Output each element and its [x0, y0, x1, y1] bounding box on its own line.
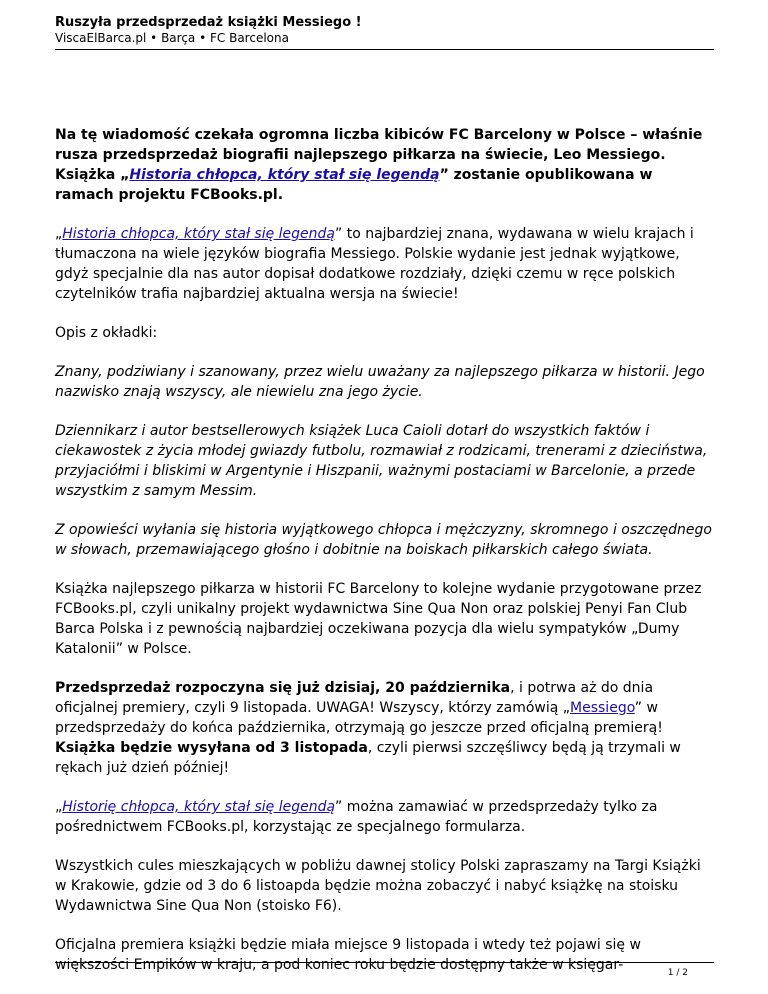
- document-header: [55, 14, 714, 50]
- messi-link[interactable]: Messiego: [570, 700, 635, 716]
- page-footer: [55, 962, 714, 978]
- article-body: [55, 125, 714, 994]
- paragraph-cover-quote-2: Dziennikarz i autor bestsellerowych książek Luca Caioli dotarł do wszystkich faktów i ciekawostek z życia młodej gwiazdy futbolu, rozmawiał z rodzicami, trenerami z dzieciństwa, przyjaciółmi i bliskimi w Argentynie i Hiszpanii, ważnymi postaciami w Barcelonie, a przede wszystkim z samym Messim.: [55, 423, 708, 499]
- book-title-link[interactable]: Historia chłopca, który stał się legendą: [62, 226, 335, 242]
- book-title-link[interactable]: Historia chłopca, który stał się legendą: [129, 167, 440, 183]
- site-breadcrumb: ViscaElBarca.pl • Barça • FC Barcelona: [55, 31, 289, 45]
- article-lead: [55, 125, 714, 205]
- paragraph-text: ” to najbardziej znana, wydawana w wielu krajach i tłumaczona na wiele języków biografia Messiego. Polskie wydanie jest jednak wyjątkowe, gdyż specjalnie dla nas autor dopisał dodatkowe rozdziały, dzięki czemu w ręce polskich czytelników trafia najbardziej aktualna wersja na świecie!: [55, 226, 694, 302]
- paragraph-presale: [55, 678, 714, 778]
- lead-text-start: Na tę wiadomość czekała ogromna liczba kibiców FC Barcelony w Polsce – właśnie rusza przedsprzedaż biografii najlepszego piłkarza na świecie, Leo Messiego. Książka „: [55, 127, 703, 183]
- paragraph-text: ” można zamawiać w przedsprzedaży tylko za pośrednictwem FCBooks.pl, korzystając ze specjalnego formularza.: [55, 799, 658, 835]
- shipping-date-bold: Książka będzie wysyłana od 3 listopada: [55, 740, 368, 756]
- lead-text-end: ” zostanie opublikowana w ramach projektu FCBooks.pl.: [55, 167, 653, 203]
- paragraph-text: , i potrwa aż do dnia oficjalnej premiery, czyli 9 listopada. UWAGA! Wszyscy, którzy zamówią „: [55, 680, 654, 716]
- paragraph-cover-quote-3: Z opowieści wyłania się historia wyjątkowego chłopca i mężczyzny, skromnego i oszczędnego w słowach, przemawiającego głośno i dobitnie na boiskach piłkarskich całego świata.: [55, 522, 712, 558]
- paragraph-book-fair: Wszystkich cules mieszkających w pobliżu dawnej stolicy Polski zapraszamy na Targi Książki w Krakowie, gdzie od 3 do 6 listoapda będzie można zobaczyć i nabyć książkę na stoisku Wydawnictwa Sine Qua Non (stoisko F6).: [55, 858, 701, 914]
- quote-open: „: [55, 226, 63, 242]
- page-number: 1 / 2: [667, 968, 688, 978]
- paragraph-cover-heading: Opis z okładki:: [55, 325, 158, 341]
- quote-open: „: [55, 799, 63, 815]
- paragraph-text: , czyli pierwsi szczęśliwcy będą ją trzymali w rękach już dzień później!: [55, 740, 681, 776]
- presale-date-bold: Przedsprzedaż rozpoczyna się już dzisiaj, 20 października: [55, 680, 511, 696]
- book-title-link[interactable]: Historię chłopca, który stał się legendą: [62, 799, 336, 815]
- page-title: Ruszyła przedsprzedaż książki Messiego !: [55, 15, 362, 30]
- paragraph-cover-quote-1: Znany, podziwiany i szanowany, przez wielu uważany za najlepszego piłkarza w historii. Jego nazwisko znają wszyscy, ale niewielu zna jego życie.: [55, 364, 705, 400]
- paragraph-premiere: Oficjalna premiera książki będzie miała miejsce 9 listopada i wtedy też pojawi się w większości Empików w kraju, a pod koniec roku będzie dostępny także w księgar-: [55, 937, 641, 973]
- paragraph-order: [55, 797, 714, 837]
- paragraph-publisher: Książka najlepszego piłkarza w historii FC Barcelony to kolejne wydanie przygotowane przez FCBooks.pl, czyli unikalny projekt wydawnictwa Sine Qua Non oraz polskiej Penyi Fan Club Barca Polska i z pewnością najbardziej oczekiwana pozycja dla wielu sympatyków „Dumy Katalonii” w Polsce.: [55, 581, 702, 657]
- paragraph-intro: [55, 224, 714, 304]
- paragraph-text: ” w przedsprzedaży do końca października, otrzymają go jeszcze przed oficjalną premierą!: [55, 700, 663, 736]
